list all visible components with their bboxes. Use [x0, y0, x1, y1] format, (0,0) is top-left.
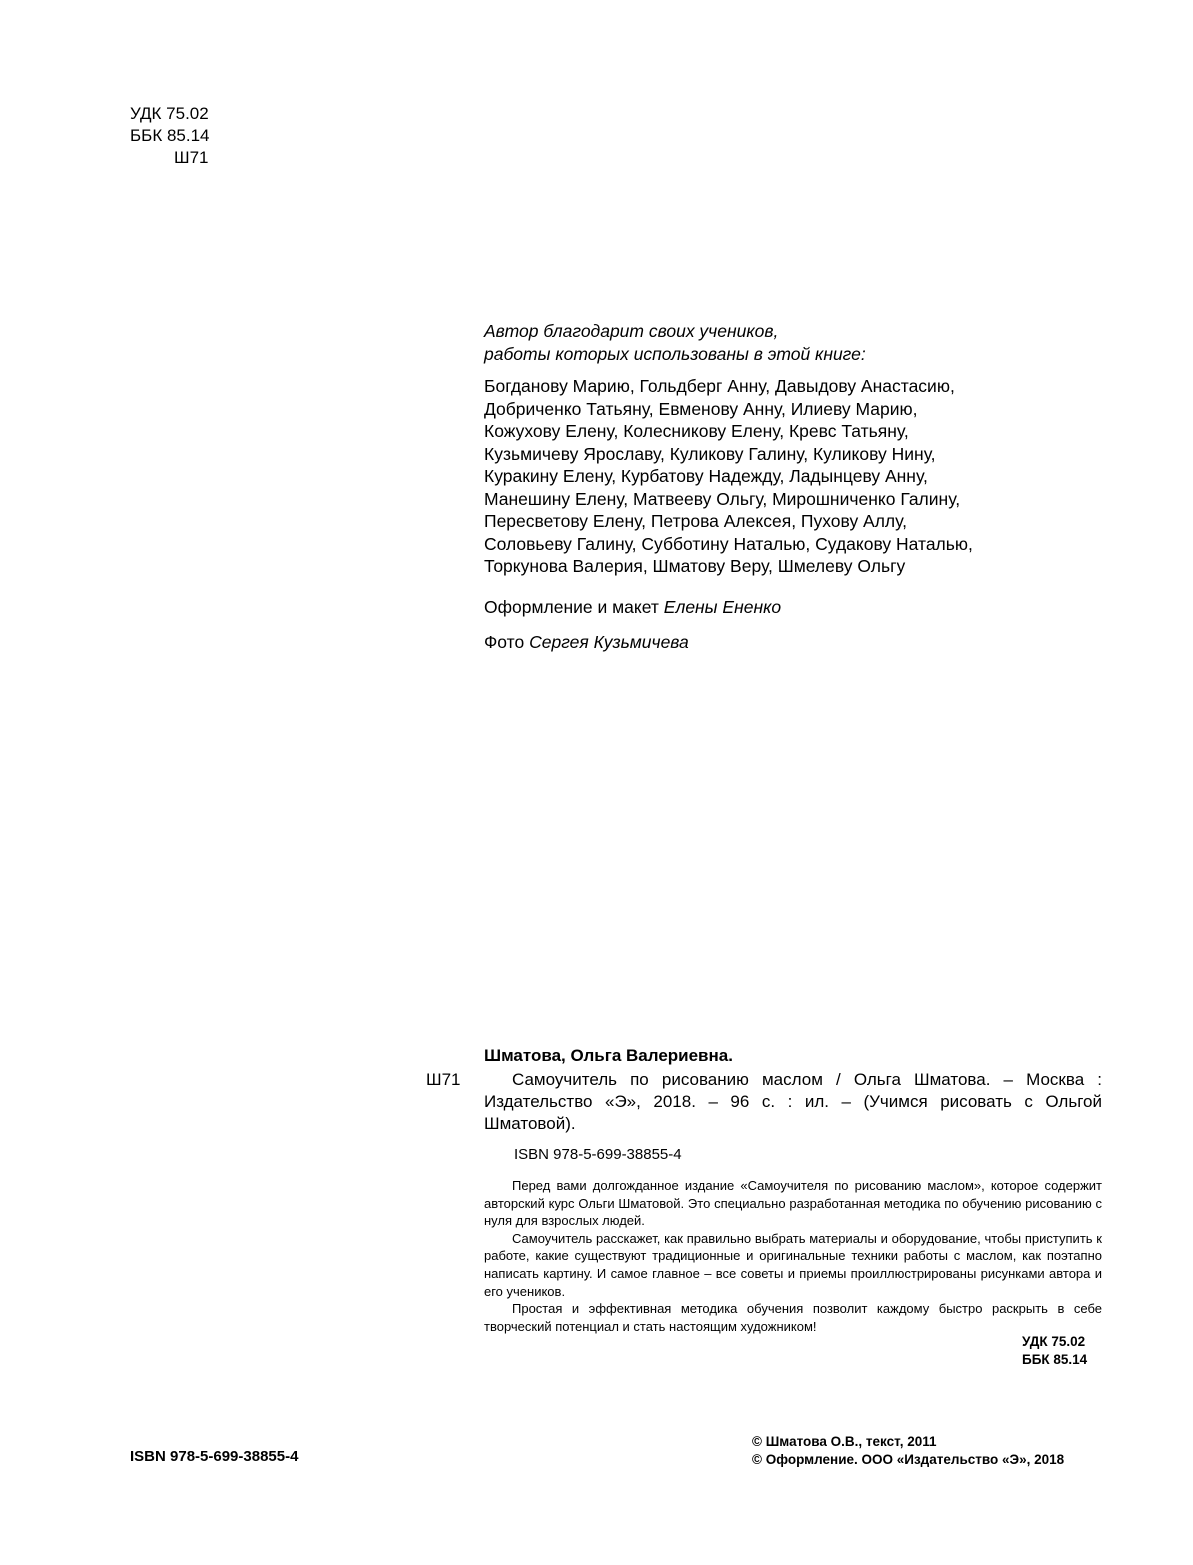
- photo-name: Сергея Кузьмичева: [529, 632, 689, 652]
- students-line: Богданову Марию, Гольдберг Анну, Давыдову Анастасию,: [484, 376, 955, 396]
- annotation-paragraph: Перед вами долгожданное издание «Самоучителя по рисованию маслом», которое содержит авторский курс Ольги Шматовой. Это специально разработанная методика по обучению рисованию с нуля для взрослых людей.: [484, 1178, 1102, 1229]
- design-credit: [484, 596, 1044, 619]
- students-line: Кузьмичеву Ярославу, Куликову Галину, Куликову Нину,: [484, 443, 936, 464]
- students-line: Пересветову Елену, Петрова Алексея, Пухову Аллу,: [484, 511, 908, 531]
- students-list: [484, 375, 1044, 578]
- thanks-intro-line1: Автор благодарит своих учеников,: [484, 321, 779, 341]
- design-name: Елены Ененко: [663, 596, 782, 617]
- author-mark: Ш71: [174, 148, 209, 167]
- students-line: Добриченко Татьяну, Евменову Анну, Илиеву Марию,: [484, 398, 918, 419]
- bbk-code: ББК 85.14: [130, 126, 210, 145]
- thanks-block: [484, 320, 1044, 667]
- udk-code: УДК 75.02: [130, 104, 209, 123]
- card-description-text: Самоучитель по рисованию маслом / Ольга Шматова. – Москва : Издательство «Э», 2018. – 96 с. : ил. – (Учимся рисовать с Ольгой Шматовой).: [484, 1070, 1102, 1133]
- card-author-mark: Ш71: [426, 1070, 461, 1089]
- bbk-code-bottom: ББК 85.14: [1022, 1352, 1088, 1367]
- card-author: Шматова, Ольга Валериевна.: [484, 1046, 733, 1065]
- udk-code-bottom: УДК 75.02: [1022, 1334, 1086, 1349]
- copyright-text: © Шматова О.В., текст, 2011: [752, 1434, 937, 1449]
- students-line: Соловьеву Галину, Субботину Наталью, Судакову Наталью,: [484, 533, 973, 554]
- students-line: Кожухову Елену, Колесникову Елену, Кревс Татьяну,: [484, 421, 909, 441]
- students-line: Куракину Елену, Курбатову Надежду, Ладынцеву Анну,: [484, 466, 928, 486]
- thanks-intro-line2: работы которых использованы в этой книге:: [484, 343, 866, 364]
- udk-top-block: [130, 103, 209, 169]
- annotation-paragraph: Простая и эффективная методика обучения позволит каждому быстро раскрыть в себе творческий потенциал и стать настоящим художником!: [484, 1301, 1102, 1334]
- isbn-bottom: ISBN 978-5-699-38855-4: [130, 1448, 299, 1465]
- thanks-intro: [484, 320, 1044, 365]
- annotation-paragraph: Самоучитель расскажет, как правильно выбрать материалы и оборудование, чтобы приступить к работе, какие существуют традиционные и оригинальные техники работы с маслом, как поэтапно написать картину. И самое главное – все советы и приемы проиллюстрированы рисунками автора и его учеников.: [484, 1230, 1102, 1299]
- students-line: Манешину Елену, Матвееву Ольгу, Мирошниченко Галину,: [484, 488, 961, 509]
- photo-credit: [484, 631, 1044, 654]
- card-annotation: [484, 1177, 1102, 1335]
- card-isbn: ISBN 978-5-699-38855-4: [514, 1146, 682, 1163]
- students-line: Торкунова Валерия, Шматову Веру, Шмелеву Ольгу: [484, 556, 906, 576]
- photo-label: Фото: [484, 632, 525, 652]
- card-description: [484, 1069, 1102, 1135]
- design-label: Оформление и макет: [484, 596, 659, 617]
- udk-bottom-block: [1022, 1333, 1087, 1369]
- copyright-block: [752, 1433, 1064, 1469]
- copyright-design: © Оформление. ООО «Издательство «Э», 2018: [752, 1452, 1065, 1467]
